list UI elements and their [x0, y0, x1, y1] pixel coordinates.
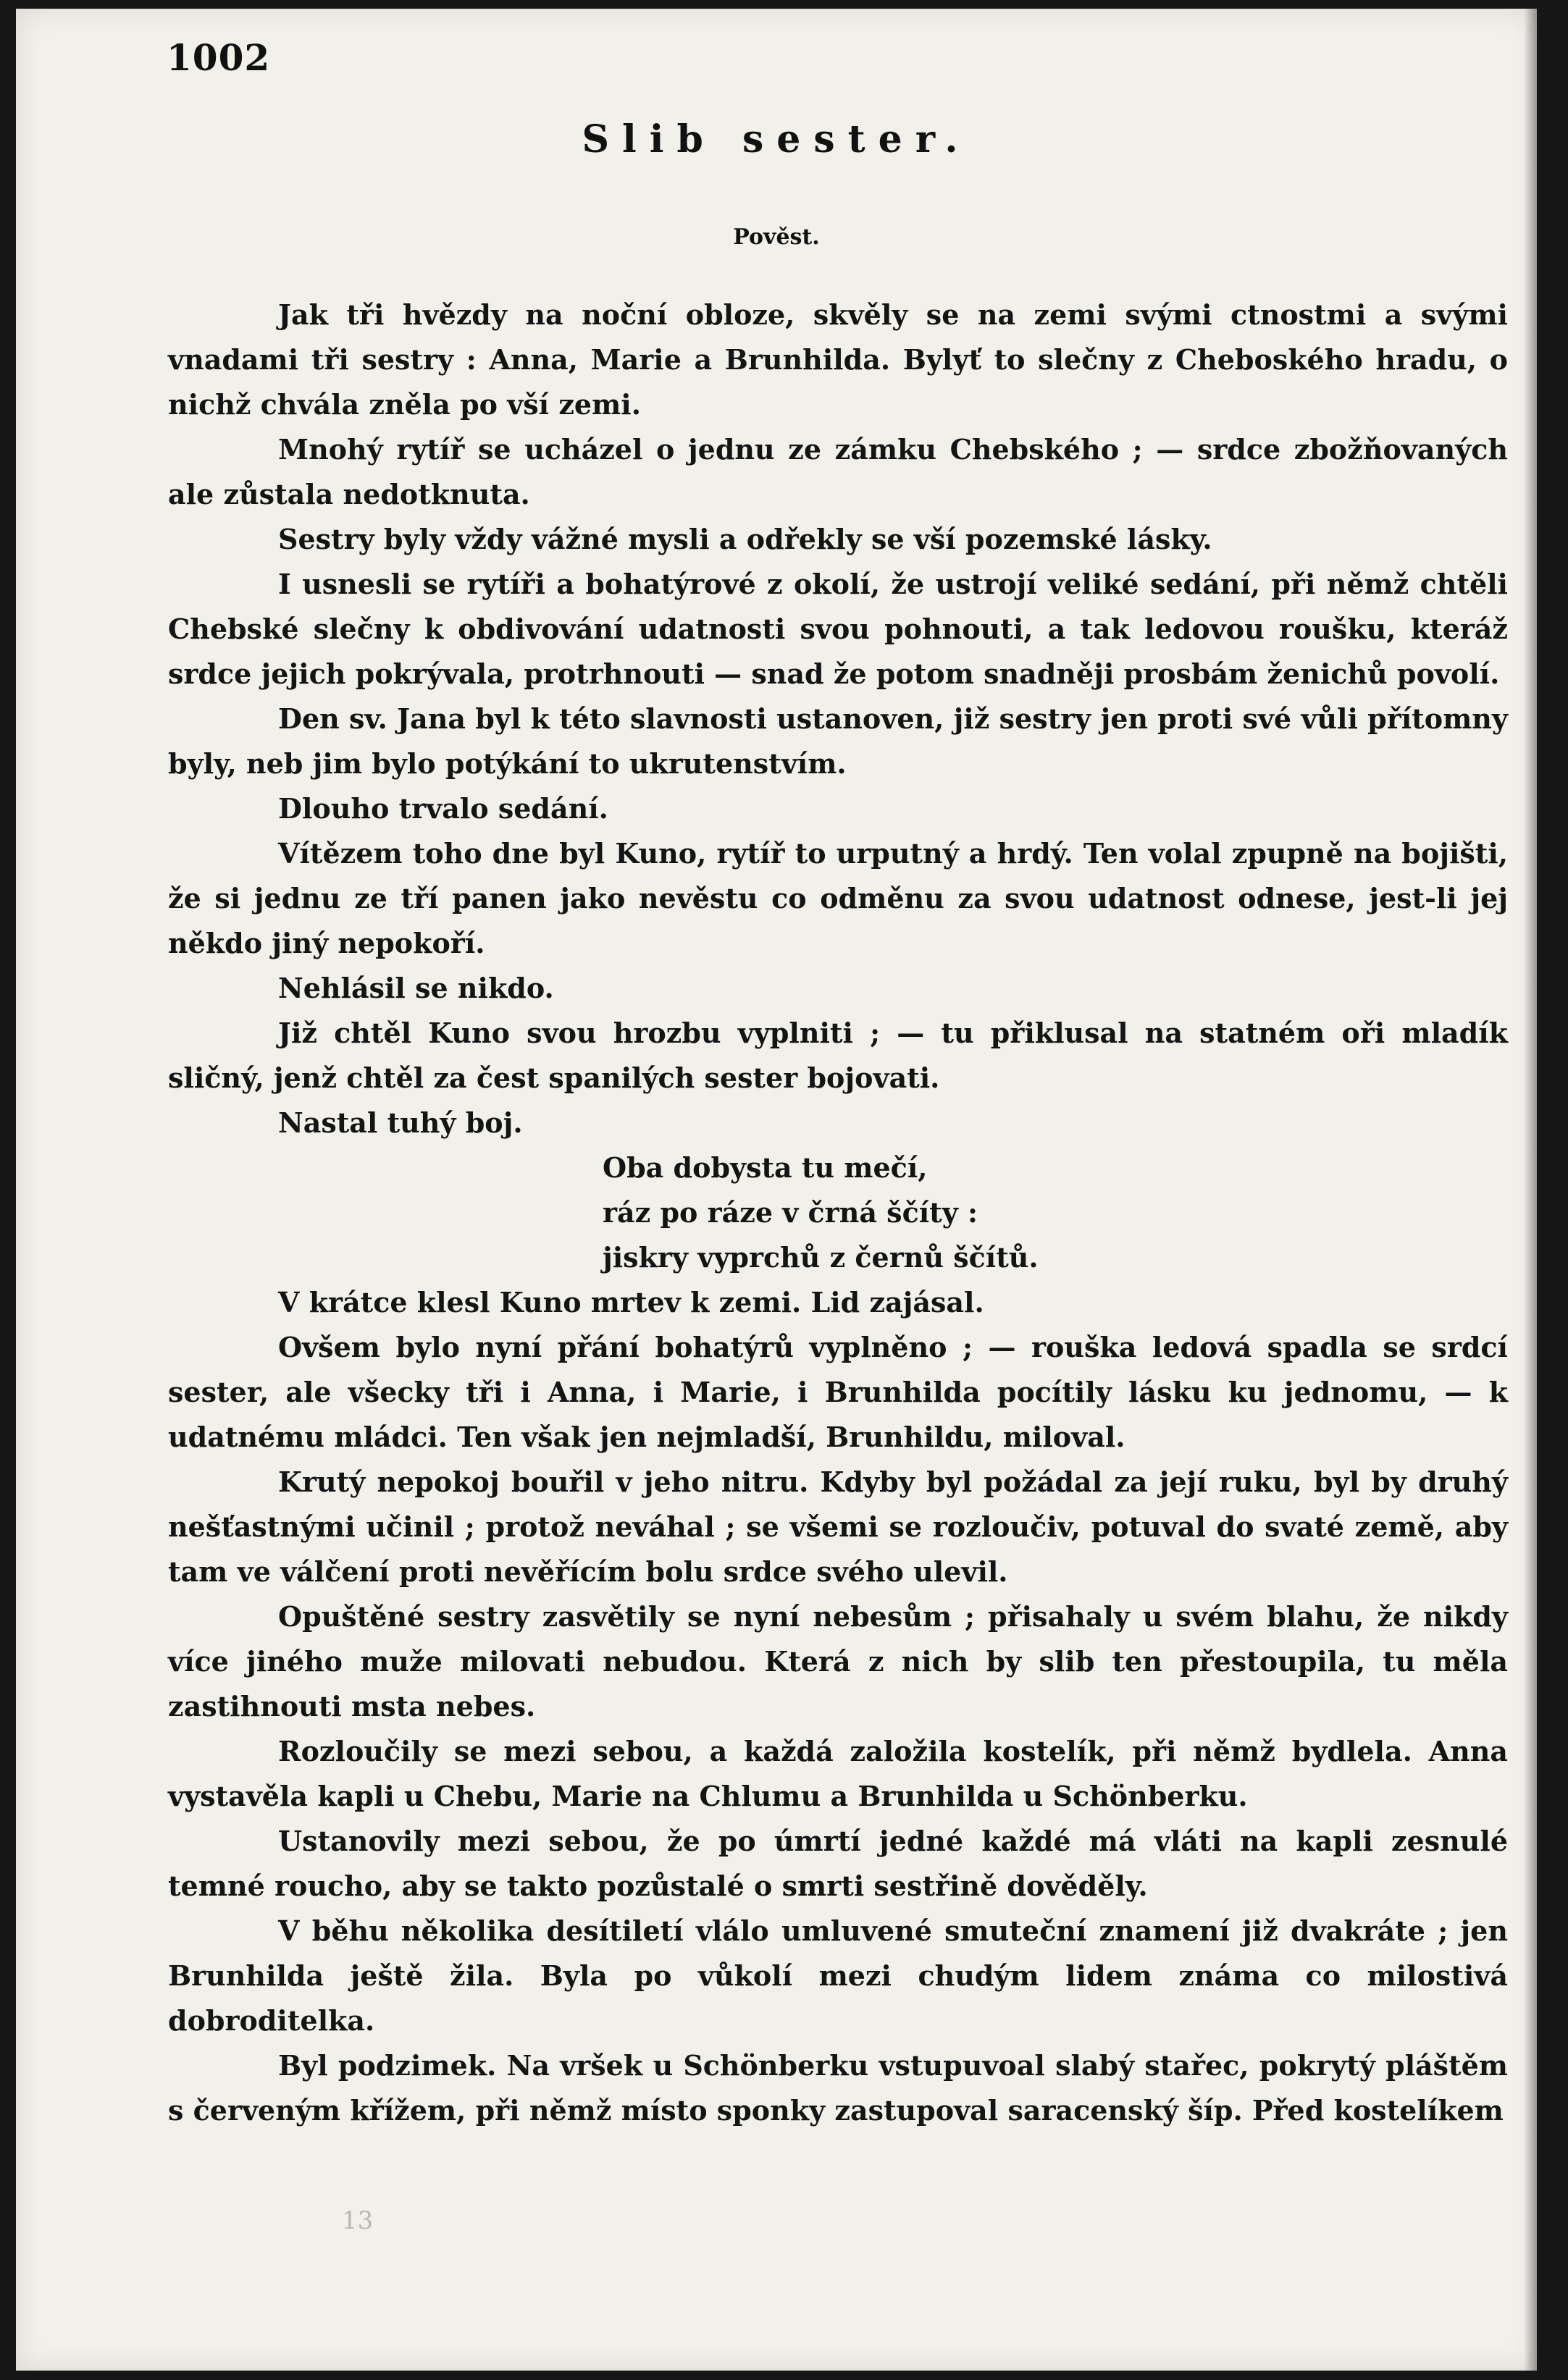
paragraph: Den sv. Jana byl k této slavnosti ustanoven, již sestry jen proti své vůli přítomny byly, neb jim bylo potýkání to ukrutenstvím. [168, 702, 1508, 780]
paragraph: Byl podzimek. Na vršek u Schönberku vstupuvoal slabý stařec, pokrytý pláštěm s červeným křížem, při němž místo sponky zastupoval saracenský šíp. Před kostelíkem [168, 2049, 1508, 2127]
verse-block [168, 1145, 1508, 1280]
paragraph: Nehlásil se nikdo. [278, 972, 554, 1004]
paragraph: Sestry byly vždy vážné mysli a odřekly se vší pozemské lásky. [278, 523, 1212, 555]
verse-line: Oba dobysta tu mečí, [603, 1151, 928, 1184]
paragraph: V běhu několika desítiletí vlálo umluvené smuteční znamení již dvakráte ; jen Brunhilda ještě žila. Byla po vůkolí mezi chudým lidem známa co milostivá dobroditelka. [168, 1914, 1508, 2037]
verse-line: jiskry vyprchů z černů ščítů. [603, 1241, 1039, 1274]
paragraph: Mnohý rytíř se ucházel o jednu ze zámku Chebského ; — srdce zbožňovaných ale zůstala nedotknuta. [168, 433, 1508, 510]
footer-mark: 13 [342, 2206, 374, 2235]
paragraph: I usnesli se rytíři a bohatýrové z okolí, že ustrojí veliké sedání, při němž chtěli Chebské slečny k obdivování udatnosti svou pohnouti, a tak ledovou roušku, kteráž srdce jejich pokrývala, protrhnouti — snad že potom snadněji prosbám ženichů povolí. [168, 568, 1508, 690]
paragraph: Jak tři hvězdy na noční obloze, skvěly se na zemi svými ctnostmi a svými vnadami tři sestry : Anna, Marie a Brunhilda. Bylyť to slečny z Cheboského hradu, o nichž chvála zněla po vší zemi. [168, 298, 1508, 421]
paragraph: Již chtěl Kuno svou hrozbu vyplniti ; — tu přiklusal na statném oři mladík sličný, jenž chtěl za čest spanilých sester bojovati. [168, 1017, 1508, 1094]
story-title: Slib sester. [582, 117, 971, 161]
page-edge-shadow [1524, 9, 1537, 2371]
story-subtitle: Pověst. [733, 224, 820, 250]
paragraph: Opuštěné sestry zasvětily se nyní nebesům ; přisahaly u svém blahu, že nikdy více jiného muže milovati nebudou. Která z nich by slib ten přestoupila, tu měla zastihnouti msta nebes. [168, 1600, 1508, 1723]
book-page [16, 9, 1537, 2371]
paragraph: V krátce klesl Kuno mrtev k zemi. Lid zajásal. [278, 1286, 984, 1319]
paragraph: Nastal tuhý boj. [278, 1106, 523, 1139]
verse-line: ráz po ráze v črná ščíty : [603, 1196, 978, 1229]
paragraph: Dlouho trvalo sedání. [278, 792, 608, 825]
paragraph: Ovšem bylo nyní přání bohatýrů vyplněno ; — rouška ledová spadla se srdcí sester, ale všecky tři i Anna, i Marie, i Brunhilda pocítily lásku ku jednomu, — k udatnému mládci. Ten však jen nejmladší, Brunhildu, miloval. [168, 1331, 1508, 1453]
page-number: 1002 [167, 36, 271, 79]
paragraph: Krutý nepokoj bouřil v jeho nitru. Kdyby byl požádal za její ruku, byl by druhý nešťastnými učinil ; protož neváhal ; se všemi se rozloučiv, potuval do svaté země, aby tam ve válčení proti nevěřícím bolu srdce svého ulevil. [168, 1466, 1508, 1588]
paragraph: Rozloučily se mezi sebou, a každá založila kostelík, při němž bydlela. Anna vystavěla kapli u Chebu, Marie na Chlumu a Brunhilda u Schönberku. [168, 1735, 1508, 1812]
story-text [168, 293, 1508, 2133]
paragraph: Ustanovily mezi sebou, že po úmrtí jedné každé má vláti na kapli zesnulé temné roucho, aby se takto pozůstalé o smrti sestřině dověděly. [168, 1825, 1508, 1902]
paragraph: Vítězem toho dne byl Kuno, rytíř to urputný a hrdý. Ten volal zpupně na bojišti, že si jednu ze tří panen jako nevěstu co odměnu za svou udatnost odnese, jest-li jej někdo jiný nepokoří. [168, 837, 1508, 959]
